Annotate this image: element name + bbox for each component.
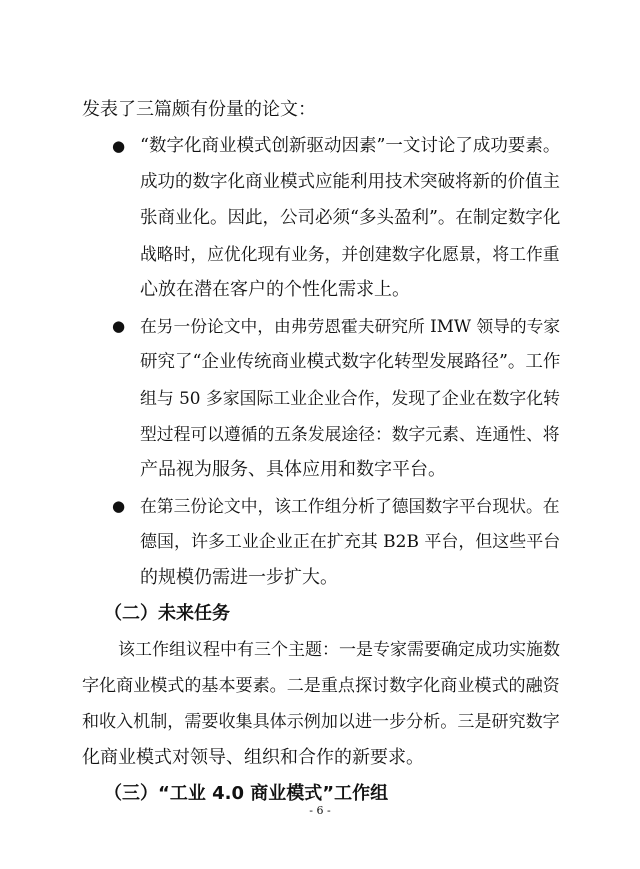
bullet-dot-icon: ● bbox=[112, 497, 126, 515]
section-heading: （二）未来任务 bbox=[104, 603, 230, 624]
paragraph-line: 化商业模式对领导、组织和合作的新要求。 bbox=[82, 747, 424, 768]
bullet3-line: 德国，许多工业企业正在扩充其 B2B 平台，但这些平台 bbox=[140, 532, 561, 552]
bullet-dot-icon: ● bbox=[112, 317, 126, 335]
paragraph-line: 和收入机制，需要收集具体示例加以进一步分析。三是研究数字 bbox=[82, 712, 560, 732]
intro-line: 发表了三篇颇有份量的论文： bbox=[82, 99, 316, 120]
bullet2-line: 研究了“企业传统商业模式数字化转型发展路径”。工作 bbox=[140, 352, 561, 372]
page-number: - 6 - bbox=[309, 804, 331, 817]
bullet1-line: 成功的数字化商业模式应能利用技术突破将新的价值主 bbox=[140, 172, 560, 192]
bullet2-line: 产品视为服务、具体应用和数字平台。 bbox=[140, 459, 446, 480]
bullet1-line: 战略时，应优化现有业务，并创建数字化愿景，将工作重 bbox=[140, 244, 560, 264]
bullet1-line: “数字化商业模式创新驱动因素”一文讨论了成功要素。 bbox=[140, 136, 561, 156]
bullet2-line: 在另一份论文中，由弗劳恩霍夫研究所 IMW 领导的专家 bbox=[140, 316, 561, 336]
paragraph-line: 字化商业模式的基本要素。二是重点探讨数字化商业模式的融资 bbox=[82, 676, 560, 696]
section-heading: （三）“工业 4.0 商业模式”工作组 bbox=[104, 783, 389, 804]
bullet1-line: 心放在潜在客户的个性化需求上。 bbox=[140, 279, 410, 300]
bullet2-line: 型过程可以遵循的五条发展途径：数字元素、连通性、将 bbox=[140, 424, 560, 444]
bullet3-line: 在第三份论文中，该工作组分析了德国数字平台现状。在 bbox=[140, 496, 560, 516]
bullet-dot-icon: ● bbox=[112, 137, 126, 155]
paragraph-line: 该工作组议程中有三个主题：一是专家需要确定成功实施数 bbox=[118, 640, 560, 660]
bullet2-line: 组与 50 多家国际工业企业合作，发现了企业在数字化转 bbox=[140, 388, 560, 408]
bullet1-line: 张商业化。因此，公司必须“多头盈利”。在制定数字化 bbox=[140, 208, 561, 228]
bullet3-line: 的规模仍需进一步扩大。 bbox=[140, 567, 338, 588]
